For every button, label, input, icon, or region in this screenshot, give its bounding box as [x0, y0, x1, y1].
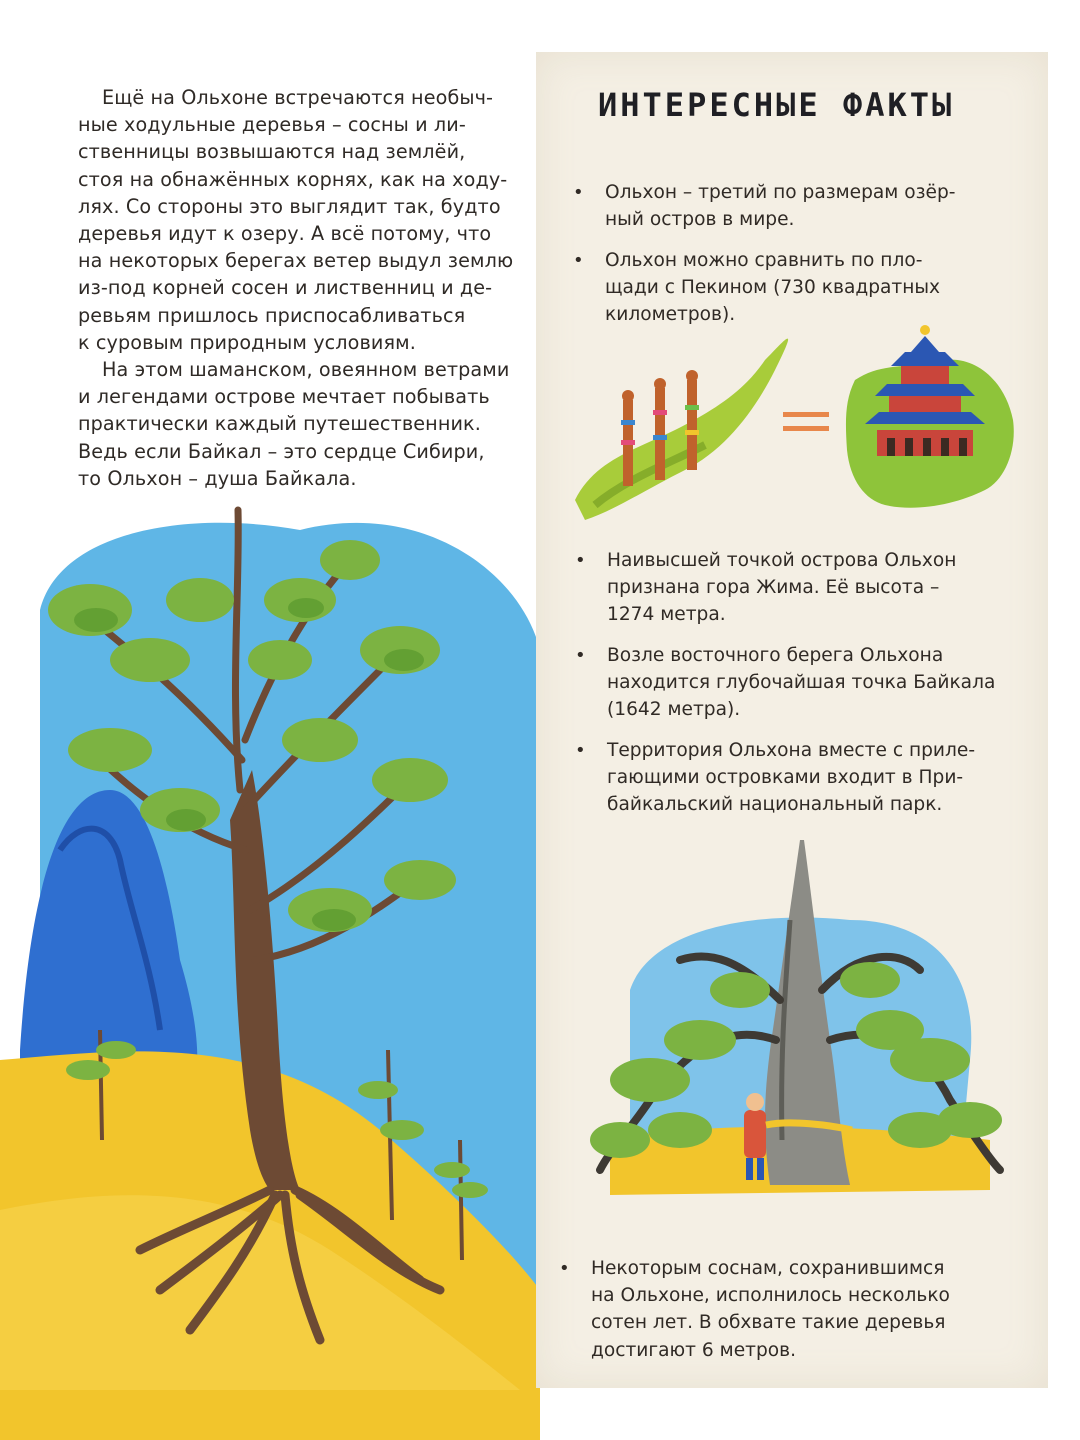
fact-line: щади с Пекином (730 квадратных: [605, 277, 941, 299]
intro-paragraph-1: [78, 84, 528, 356]
text-line: стоя на обнажённых корнях, как на ходу-: [78, 167, 508, 191]
fact-item: [573, 179, 1025, 233]
text-line: практически каждый путешественник.: [78, 412, 481, 436]
olkhon-beijing-comparison: [565, 300, 1025, 530]
fact-line: признана гора Жима. Её высота –: [607, 577, 940, 599]
text-line: ревьям пришлось приспосабливаться: [78, 303, 466, 327]
bullet: •: [559, 1258, 570, 1279]
text-line: ственницы возвышаются над землёй,: [78, 140, 466, 164]
bullet: •: [575, 645, 586, 666]
bullet: •: [575, 740, 586, 761]
fact-item: [559, 1255, 1021, 1364]
text-line: Ещё на Ольхоне встречаются необыч-: [102, 86, 494, 109]
intro-paragraph-2: [78, 356, 528, 492]
fact-line: Ольхон можно сравнить по пло-: [605, 250, 923, 271]
fact-line: гающими островками входит в При-: [607, 767, 964, 789]
fact-line: Возле восточного берега Ольхона: [607, 645, 944, 666]
text-line: На этом шаманском, овеянном ветрами: [102, 358, 510, 382]
shaman-posts-icon: [621, 370, 699, 486]
text-line: ные ходульные деревья – сосны и ли-: [78, 113, 466, 137]
temple-icon: [865, 325, 985, 456]
text-line: и легендами острове мечтает побывать: [78, 385, 490, 409]
fact-line: Территория Ольхона вместе с приле-: [607, 740, 976, 761]
fact-line: ный остров в мире.: [605, 209, 795, 231]
fact-line: Некоторым соснам, сохранившимся: [591, 1258, 945, 1279]
fact-line: Наивысшей точкой острова Ольхон: [607, 550, 957, 571]
text-line: деревья идут к озеру. А всё потому, что: [78, 222, 492, 246]
bullet: •: [573, 182, 584, 203]
text-line: на некоторых берегах ветер выдул землю: [78, 249, 514, 273]
intro-text: [78, 84, 528, 492]
fact-line: достигают 6 метров.: [591, 1339, 797, 1361]
text-line: к суровым природным условиям.: [78, 330, 416, 354]
bullet: •: [575, 550, 586, 571]
fact-item: [575, 547, 1027, 629]
stilt-tree-illustration: [0, 490, 540, 1440]
text-line: лях. Со стороны это выглядит так, будто: [78, 194, 501, 218]
fact-line: находится глубочайшая точка Байкала: [607, 672, 996, 694]
fact-line: (1642 метра).: [607, 699, 741, 721]
bullet: •: [573, 250, 584, 271]
equals-icon: [783, 412, 829, 431]
facts-title: ИНТЕРЕСНЫЕ ФАКТЫ: [598, 86, 955, 124]
ancient-tree-with-person: [590, 840, 1010, 1210]
fact-line: 1274 метра.: [607, 604, 726, 626]
fact-line: Ольхон – третий по размерам озёр-: [605, 182, 956, 203]
fact-line: километров).: [605, 304, 736, 326]
text-line: из-под корней сосен и лиственниц и де-: [78, 276, 493, 300]
fact-line: сотен лет. В обхвате такие деревья: [591, 1312, 946, 1334]
fact-item: [575, 737, 1027, 819]
text-line: то Ольхон – душа Байкала.: [78, 466, 357, 490]
text-line: Ведь если Байкал – это сердце Сибири,: [78, 439, 485, 463]
fact-item: [575, 642, 1027, 724]
fact-line: на Ольхоне, исполнилось несколько: [591, 1285, 950, 1307]
fact-line: байкальский национальный парк.: [607, 794, 943, 816]
